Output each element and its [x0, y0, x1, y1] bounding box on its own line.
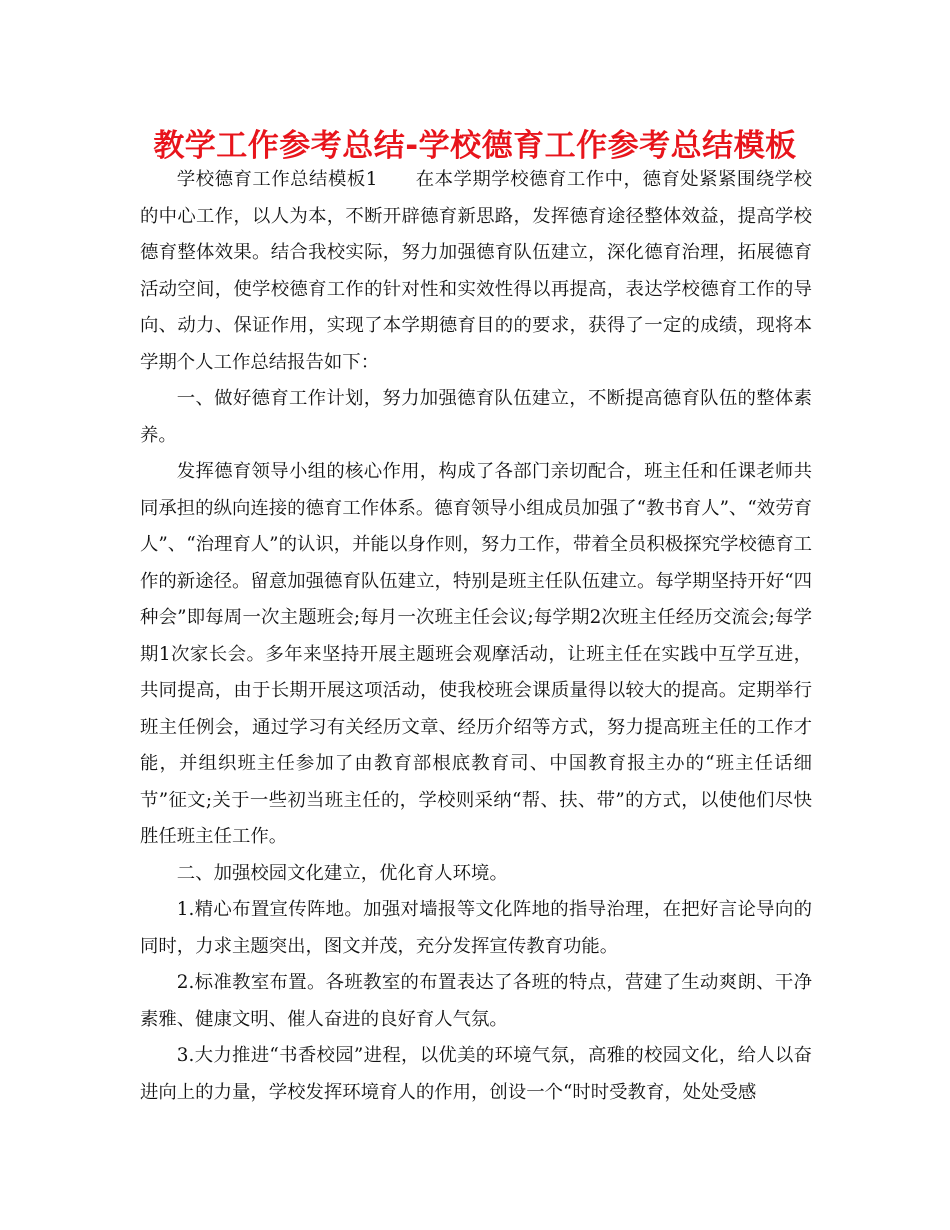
paragraph-item-2: 2.标准教室布置。各班教室的布置表达了各班的特点，营建了生动爽朗、干净素雅、健康文明、催人奋进的良好育人气氛。: [140, 972, 812, 1030]
paragraph-intro: 学校德育工作总结模板1 在本学期学校德育工作中，德育处紧紧围绕学校的中心工作，以人为本，不断开辟德育新思路，发挥德育途径整体效益，提高学校德育整体效果。结合我校实际，努力加强德育队伍建立，深化德育治理，拓展德育活动空间，使学校德育工作的针对性和实效性得以再提高，表达学校德育工作的导向、动力、保证作用，实现了本学期德育目的的要求，获得了一定的成绩，现将本学期个人工作总结报告如下：: [140, 169, 812, 373]
paragraph-section-2-heading: 二、加强校园文化建立，优化育人环境。: [176, 862, 508, 884]
paragraph-section-1-heading: 一、做好德育工作计划，努力加强德育队伍建立，不断提高德育队伍的整体素养。: [140, 388, 812, 446]
document-body: [140, 162, 812, 1111]
paragraph-section-1-body: 发挥德育领导小组的核心作用，构成了各部门亲切配合，班主任和任课老师共同承担的纵向连接的德育工作体系。德育领导小组成员加强了“教书育人”、“效劳育人”、“治理育人”的认识，并能以身作则，努力工作，带着全员积极探究学校德育工作的新途径。留意加强德育队伍建立，特别是班主任队伍建立。每学期坚持开好“四种会”即每周一次主题班会;每月一次班主任会议;每学期2次班主任经历交流会;每学期1次家长会。多年来坚持开展主题班会观摩活动，让班主任在实践中互学互进，共同提高，由于长期开展这项活动，使我校班会课质量得以较大的提高。定期举行班主任例会，通过学习有关经历文章、经历介绍等方式，努力提高班主任的工作才能，并组织班主任参加了由教育部根底教育司、中国教育报主办的“班主任话细节”征文;关于一些初当班主任的，学校则采纳“帮、扶、带”的方式，以使他们尽快胜任班主任工作。: [140, 461, 812, 847]
paragraph-item-3: 3.大力推进“书香校园”进程，以优美的环境气氛，高雅的校园文化，给人以奋进向上的力量，学校发挥环境育人的作用，创设一个“时时受教育，处处受感: [140, 1045, 812, 1103]
document-title: 教学工作参考总结-学校德育工作参考总结模板: [153, 128, 797, 164]
paragraph-item-1: 1.精心布置宣传阵地。加强对墙报等文化阵地的指导治理，在把好言论导向的同时，力求主题突出，图文并茂，充分发挥宣传教育功能。: [140, 899, 812, 957]
